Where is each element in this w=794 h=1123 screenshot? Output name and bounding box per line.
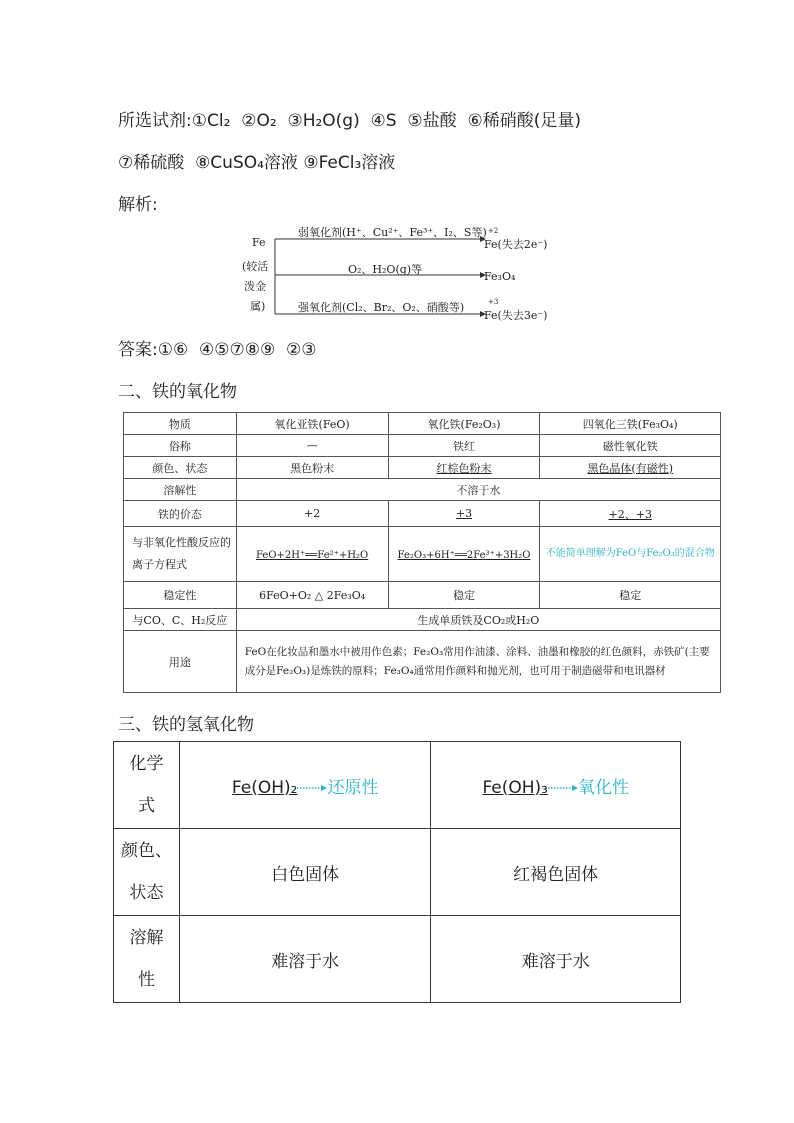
table-cell: 白色固体 bbox=[271, 864, 340, 885]
table-row bbox=[114, 916, 681, 1003]
answer-line bbox=[118, 335, 317, 360]
reagent-item: ①Cl₂ bbox=[191, 111, 231, 131]
table-cell: 稳定 bbox=[388, 582, 540, 609]
branch-condition-weak: 弱氧化剂(H⁺、Cu²⁺、Fe³⁺、I₂、S等) bbox=[298, 226, 487, 239]
row-label: 式 bbox=[137, 796, 155, 816]
reaction-diagram bbox=[230, 222, 570, 322]
hydroxide-formula: Fe(OH)₂ bbox=[231, 777, 298, 798]
table-row bbox=[124, 631, 721, 693]
table-cell: +2、+3 bbox=[608, 507, 652, 521]
reagents-line-1 bbox=[118, 106, 581, 131]
table-row bbox=[124, 527, 721, 582]
table-cell: FeO在化妆品和墨水中被用作色素；Fe₂O₃常用作油漆、涂料、油墨和橡胶的红色颜料，赤铁矿(主要成分是Fe₂O₃)是炼铁的原料；Fe₃O₄通常用作颜料和抛光剂，也可用于制造磁带和电讯器材 bbox=[236, 631, 720, 693]
hydroxides-table bbox=[113, 741, 681, 1003]
table-cell: 黑色粉末 bbox=[236, 457, 388, 479]
section3-heading: 三、铁的氢氧化物 bbox=[118, 715, 254, 735]
table-row bbox=[124, 457, 721, 479]
table-row bbox=[124, 582, 721, 609]
row-label: 与非氧化性酸反应的离子方程式 bbox=[124, 527, 237, 582]
table-cell: +3 bbox=[455, 507, 473, 520]
oxides-table bbox=[123, 412, 721, 693]
table-header: 氧化铁(Fe₂O₃) bbox=[388, 413, 540, 435]
table-row bbox=[114, 742, 681, 829]
diagram-source-note: 泼金 bbox=[244, 280, 266, 293]
reagent-item: ⑥稀硝酸(足量) bbox=[467, 111, 581, 131]
row-label: 稳定性 bbox=[124, 582, 237, 609]
table-cell: 不能简单理解为FeO与Fe₂O₃的混合物 bbox=[540, 527, 721, 582]
table-header: 氧化亚铁(FeO) bbox=[236, 413, 388, 435]
row-label: 颜色、状态 bbox=[124, 457, 237, 479]
table-cell: 6FeO+O₂ △ 2Fe₃O₄ bbox=[236, 582, 388, 609]
table-cell: — bbox=[236, 435, 388, 457]
table-cell: 难溶于水 bbox=[179, 916, 431, 1003]
reagents-label: 所选试剂: bbox=[118, 111, 192, 131]
table-cell: Fe₂O₃+6H⁺══2Fe³⁺+3H₂O bbox=[397, 549, 531, 561]
row-label: 化学 bbox=[129, 754, 164, 774]
branch-product: Fe(失去2e⁻) bbox=[484, 238, 548, 251]
table-row bbox=[124, 501, 721, 527]
table-cell: 铁红 bbox=[388, 435, 540, 457]
answer-text: ①⑥ ④⑤⑦⑧⑨ ②③ bbox=[157, 340, 317, 360]
row-label: 俗称 bbox=[124, 435, 237, 457]
table-row bbox=[124, 435, 721, 457]
reagent-item: ⑧CuSO₄溶液 bbox=[195, 153, 298, 173]
row-label: 铁的价态 bbox=[124, 501, 237, 527]
table-cell: 红褐色固体 bbox=[513, 864, 599, 885]
branch-condition-o2: O₂、H₂O(g)等 bbox=[348, 263, 423, 276]
branch-product: Fe₃O₄ bbox=[484, 270, 516, 283]
row-label: 溶解 bbox=[129, 928, 164, 948]
diagram-source-note: 属) bbox=[250, 300, 266, 313]
property-note: 还原性 bbox=[327, 777, 379, 798]
row-label: 与CO、C、H₂反应 bbox=[124, 609, 237, 631]
branch-product: Fe(失去3e⁻) bbox=[484, 309, 548, 322]
table-cell: 难溶于水 bbox=[431, 916, 681, 1003]
charge-label: +3 bbox=[488, 298, 499, 306]
reagent-item: ③H₂O(g) bbox=[287, 111, 360, 131]
table-cell: +2 bbox=[236, 501, 388, 527]
property-note: 氧化性 bbox=[578, 777, 629, 798]
diagram-source: Fe bbox=[252, 236, 266, 249]
row-label: 颜色、 bbox=[120, 841, 172, 861]
reagent-item: ④S bbox=[370, 111, 397, 131]
row-label: 性 bbox=[137, 970, 155, 990]
section2-heading: 二、铁的氧化物 bbox=[118, 382, 237, 402]
table-cell: 红棕色粉末 bbox=[436, 461, 492, 475]
table-cell: 稳定 bbox=[540, 582, 721, 609]
reagent-item: ⑨FeCl₃溶液 bbox=[303, 153, 396, 173]
table-row bbox=[124, 479, 721, 501]
reagents-line-2 bbox=[118, 148, 395, 173]
hydroxide-formula: Fe(OH)₃ bbox=[482, 777, 548, 798]
table-row bbox=[124, 609, 721, 631]
table-header-row bbox=[124, 413, 721, 435]
dotted-arrow-icon bbox=[548, 783, 578, 793]
reagent-item: ⑦稀硫酸 bbox=[118, 153, 185, 173]
answer-label: 答案: bbox=[118, 340, 158, 360]
table-row bbox=[114, 829, 681, 916]
table-cell: 黑色晶体(有磁性) bbox=[587, 461, 674, 475]
branch-condition-strong: 强氧化剂(Cl₂、Br₂、O₂、硝酸等) bbox=[298, 301, 465, 314]
reagent-item: ②O₂ bbox=[241, 111, 277, 131]
row-label: 溶解性 bbox=[124, 479, 237, 501]
table-header: 四氧化三铁(Fe₃O₄) bbox=[540, 413, 721, 435]
charge-label: +2 bbox=[488, 227, 499, 235]
reagent-item: ⑤盐酸 bbox=[407, 111, 457, 131]
dotted-arrow-icon bbox=[297, 783, 327, 793]
row-label: 用途 bbox=[124, 631, 237, 693]
table-cell: 磁性氧化铁 bbox=[540, 435, 721, 457]
table-header: 物质 bbox=[124, 413, 237, 435]
row-label: 状态 bbox=[129, 883, 164, 903]
diagram-source-note: (较活 bbox=[242, 260, 269, 273]
table-cell: FeO+2H⁺══Fe²⁺+H₂O bbox=[256, 549, 369, 561]
analysis-label: 解析: bbox=[118, 195, 158, 215]
table-cell: 生成单质铁及CO₂或H₂O bbox=[236, 609, 720, 631]
table-cell: 不溶于水 bbox=[236, 479, 720, 501]
